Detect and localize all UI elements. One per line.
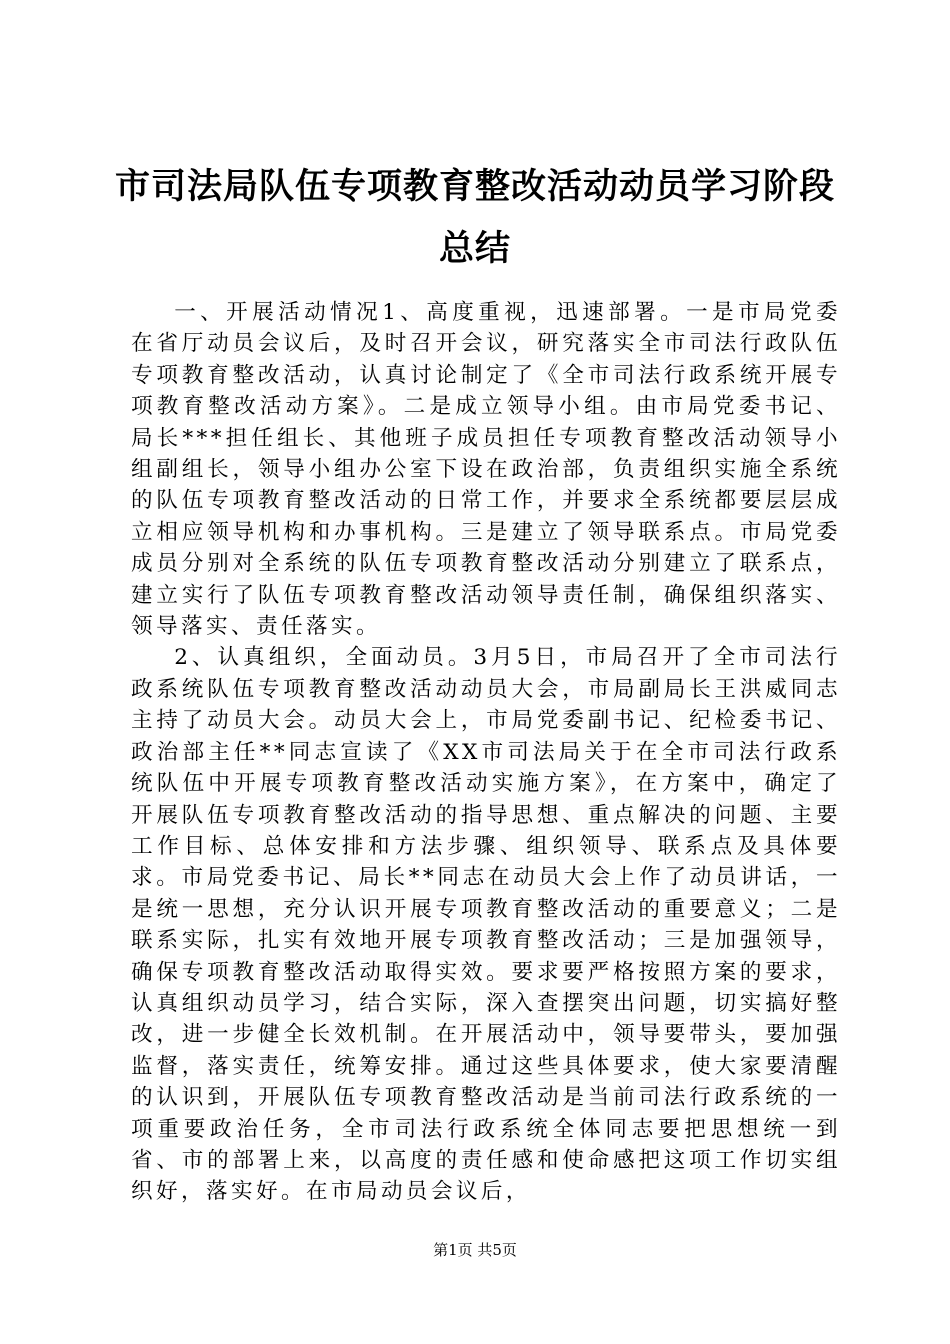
page-number-footer: 第1页 共5页	[433, 1241, 517, 1259]
paragraph-1: 一、开展活动情况1、高度重视，迅速部署。一是市局党委在省厅动员会议后，及时召开会议，研究落实全市司法行政队伍专项教育整改活动，认真讨论制定了《全市司法行政系统开展专项教育整改活动方案》。二是成立领导小组。由市局党委书记、局长***担任组长、其他班子成员担任专项教育整改活动领导小组副组长，领导小组办公室下设在政治部，负责组织实施全系统的队伍专项教育整改活动的日常工作，并要求全系统都要层层成立相应领导机构和办事机构。三是建立了领导联系点。市局党委成员分别对全系统的队伍专项教育整改活动分别建立了联系点，建立实行了队伍专项教育整改活动领导责任制，确保组织落实、领导落实、责任落实。	[131, 300, 841, 640]
document-title: 市司法局队伍专项教育整改活动动员学习阶段总结	[114, 166, 835, 269]
document-body	[131, 297, 841, 1208]
paragraph-2: 2、认真组织，全面动员。3月5日，市局召开了全市司法行政系统队伍专项教育整改活动动员大会，市局副局长王洪威同志主持了动员大会。动员大会上，市局党委副书记、纪检委书记、政治部主任**同志宣读了《XX市司法局关于在全市司法行政系统队伍中开展专项教育整改活动实施方案》，在方案中，确定了开展队伍专项教育整改活动的指导思想、重点解决的问题、主要工作目标、总体安排和方法步骤、组织领导、联系点及具体要求。市局党委书记、局长**同志在动员大会上作了动员讲话，一是统一思想，充分认识开展专项教育整改活动的重要意义；二是联系实际，扎实有效地开展专项教育整改活动；三是加强领导，确保专项教育整改活动取得实效。要求要严格按照方案的要求，认真组织动员学习，结合实际，深入查摆突出问题，切实搞好整改，进一步健全长效机制。在开展活动中，领导要带头，要加强监督，落实责任，统筹安排。通过这些具体要求，使大家要清醒的认识到，开展队伍专项教育整改活动是当前司法行政系统的一项重要政治任务，全市司法行政系统全体同志要把思想统一到省、市的部署上来，以高度的责任感和使命感把这项工作切实组织好，落实好。在市局动员会议后，	[131, 645, 841, 1205]
